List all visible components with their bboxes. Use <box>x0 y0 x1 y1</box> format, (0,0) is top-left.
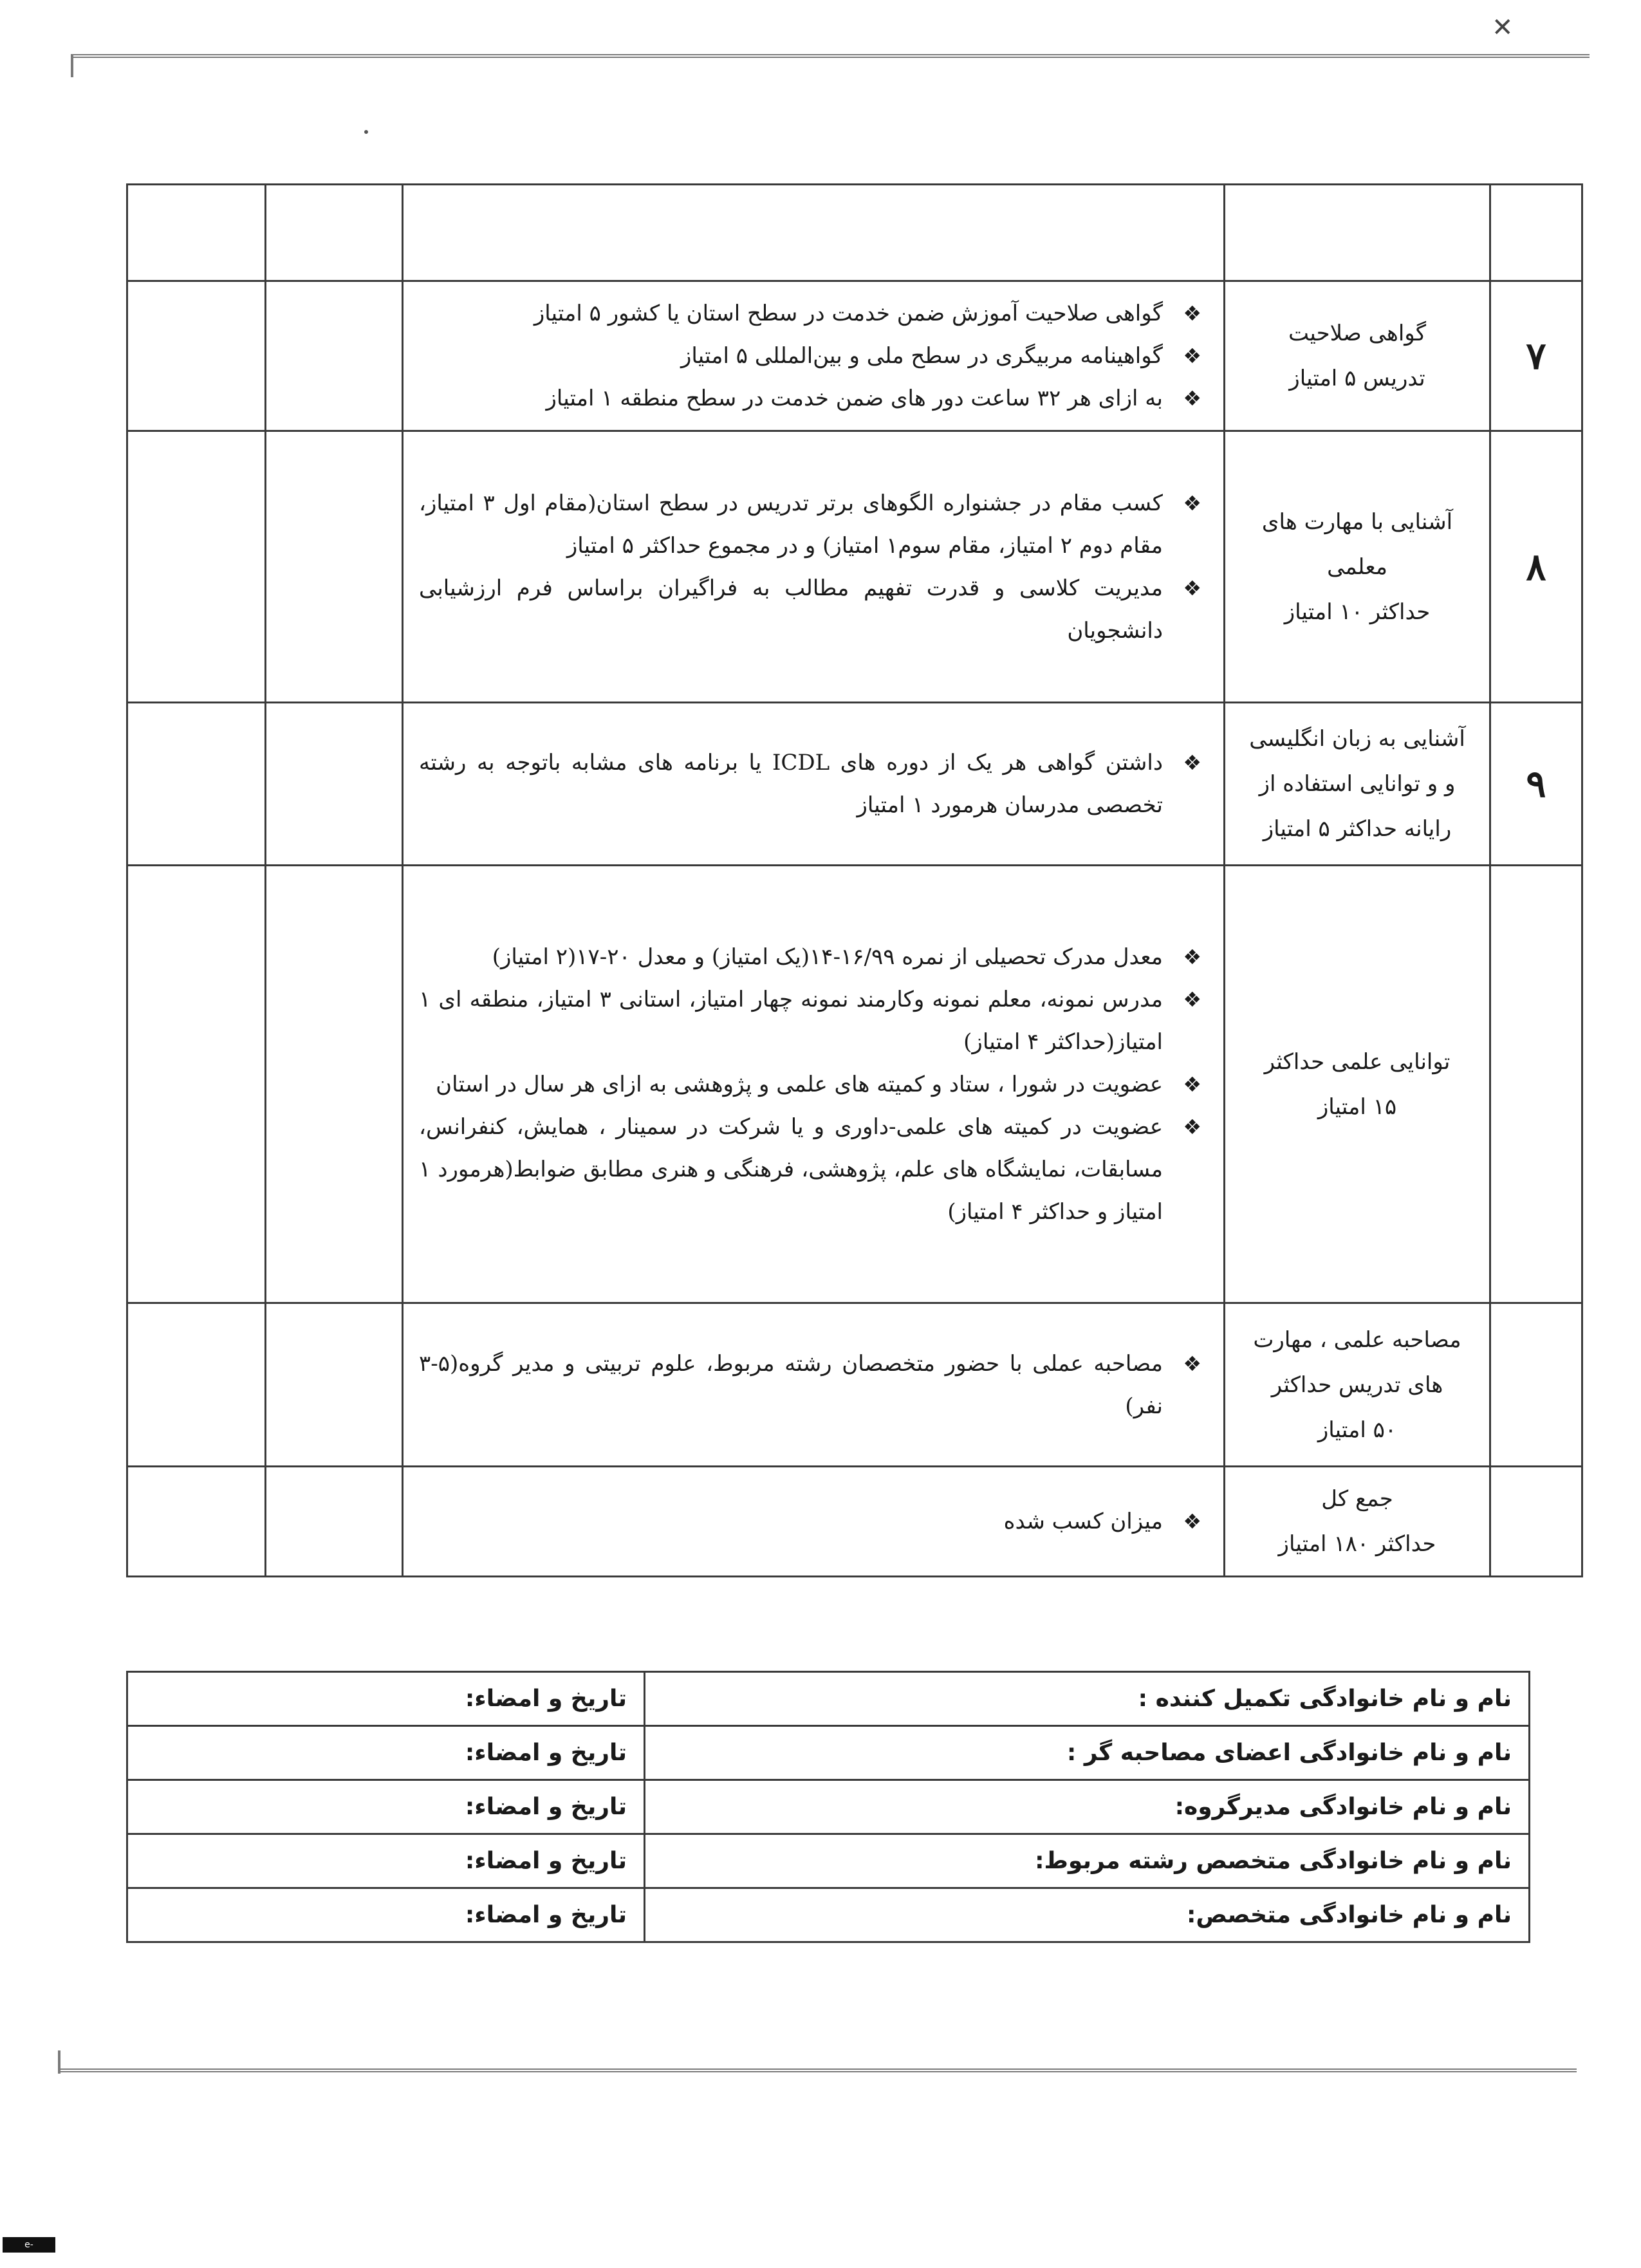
row-number <box>1490 1467 1582 1577</box>
criterion-title <box>1225 281 1490 431</box>
criterion-title-line: آشنایی با مهارت های <box>1261 508 1453 535</box>
criteria-item-text: گواهی صلاحیت آموزش ضمن خدمت در سطح استان یا کشور ۵ امتیاز <box>533 301 1163 326</box>
signature-table <box>126 1671 1530 1943</box>
score-cell[interactable] <box>266 281 403 431</box>
criterion-title-line: تدریس ۵ امتیاز <box>1289 366 1425 391</box>
row-number: ۷ <box>1490 281 1582 431</box>
criteria-item-text: مدرس نمونه، معلم نمونه وکارمند نمونه چهار امتیاز، استانی ۳ امتیاز، منطقه ای ۱ امتیاز(حداکثر ۴ امتیاز) <box>419 986 1163 1055</box>
score-cell[interactable] <box>266 1303 403 1467</box>
criterion-title-line: های تدریس حداکثر <box>1271 1371 1443 1398</box>
criteria-list <box>419 936 1204 1233</box>
criterion-title-line: و و توانایی استفاده از <box>1259 771 1456 797</box>
criteria-item <box>419 335 1204 377</box>
criterion-title-line: ۵۰ امتیاز <box>1317 1417 1397 1443</box>
signature-row <box>127 1726 1530 1780</box>
criteria-item-text: گواهینامه مربیگری در سطح ملی و بین‌المللی ۵ امتیاز <box>680 343 1163 369</box>
corner-mark: ✕ <box>1492 13 1514 42</box>
notes-cell[interactable] <box>127 866 266 1303</box>
score-cell[interactable] <box>266 431 403 703</box>
criterion-title-line: رایانه حداکثر ۵ امتیاز <box>1263 816 1452 842</box>
criteria-list <box>419 482 1204 652</box>
signer-name-field[interactable]: نام و نام خانوادگی اعضای مصاحبه گر : <box>645 1726 1530 1780</box>
row-number <box>1490 866 1582 1303</box>
diamond-bullet-icon: ❖ <box>1183 301 1201 326</box>
date-signature-field[interactable]: تاریخ و امضاء: <box>127 1888 645 1942</box>
score-cell[interactable] <box>266 703 403 866</box>
notes-cell[interactable] <box>127 1303 266 1467</box>
signer-name-field[interactable]: نام و نام خانوادگی متخصص: <box>645 1888 1530 1942</box>
score-cell[interactable] <box>266 185 403 281</box>
date-signature-field[interactable]: تاریخ و امضاء: <box>127 1780 645 1834</box>
criterion-title-line: جمع کل <box>1321 1486 1393 1512</box>
criteria-row <box>127 866 1582 1303</box>
criterion-details <box>403 866 1225 1303</box>
criteria-row <box>127 1303 1582 1467</box>
diamond-bullet-icon: ❖ <box>1183 1509 1201 1534</box>
diamond-bullet-icon: ❖ <box>1183 344 1201 368</box>
row-number <box>1490 1303 1582 1467</box>
date-signature-field[interactable]: تاریخ و امضاء: <box>127 1726 645 1780</box>
diamond-bullet-icon: ❖ <box>1183 1114 1201 1139</box>
signer-name-field[interactable]: نام و نام خانوادگی تکمیل کننده : <box>645 1672 1530 1726</box>
row-number <box>1490 185 1582 281</box>
criterion-title <box>1225 1303 1490 1467</box>
notes-cell[interactable] <box>127 703 266 866</box>
criteria-item-text: معدل مدرک تحصیلی از نمره ۱۶/۹۹-۱۴(یک امتیاز) و معدل ۲۰-۱۷(۲ امتیاز) <box>492 943 1163 970</box>
criterion-title-line: مصاحبه علمی ، مهارت <box>1253 1326 1461 1353</box>
criterion-title <box>1225 431 1490 703</box>
criteria-item-text: به ازای هر ۳۲ ساعت دور های ضمن خدمت در سطح منطقه ۱ امتیاز <box>546 386 1163 411</box>
diamond-bullet-icon: ❖ <box>1183 987 1201 1012</box>
row-number: ۸ <box>1490 431 1582 703</box>
criteria-item <box>419 567 1204 652</box>
criteria-row <box>127 185 1582 281</box>
criteria-item <box>419 1106 1204 1233</box>
criteria-item <box>419 936 1204 978</box>
score-cell[interactable] <box>266 866 403 1303</box>
criterion-title-line: آشنایی به زبان انگلیسی <box>1249 726 1465 752</box>
page-frame-bottom-corner <box>58 2050 60 2074</box>
page-frame-bottom-rule <box>58 2068 1577 2074</box>
notes-cell[interactable] <box>127 281 266 431</box>
criteria-row <box>127 431 1582 703</box>
diamond-bullet-icon: ❖ <box>1183 386 1201 411</box>
criteria-item <box>419 292 1204 335</box>
diamond-bullet-icon: ❖ <box>1183 490 1201 516</box>
criteria-row <box>127 703 1582 866</box>
criterion-title-line: حداکثر ۱۰ امتیاز <box>1284 599 1431 625</box>
notes-cell[interactable] <box>127 1467 266 1577</box>
row-number: ۹ <box>1490 703 1582 866</box>
criterion-details <box>403 1467 1225 1577</box>
criterion-title-line: گواهی صلاحیت <box>1288 321 1427 346</box>
criterion-title-line: ۱۵ امتیاز <box>1317 1093 1397 1120</box>
scan-speck <box>364 130 368 134</box>
signature-row <box>127 1780 1530 1834</box>
criteria-item <box>419 1343 1204 1427</box>
criterion-details <box>403 1303 1225 1467</box>
criterion-details <box>403 431 1225 703</box>
criteria-item-text: مدیریت کلاسی و قدرت تفهیم مطالب به فراگیران براساس فرم ارزشیابی دانشجویان <box>419 575 1163 644</box>
criterion-details <box>403 185 1225 281</box>
criterion-title-line: معلمی <box>1327 553 1387 580</box>
criteria-item <box>419 1500 1204 1543</box>
criterion-title <box>1225 703 1490 866</box>
criteria-list <box>419 1343 1204 1427</box>
footer-stamp: e-tab.sfu.ac.ir <box>3 2237 55 2253</box>
criteria-item-text: عضویت در کمیته های علمی-داوری و یا شرکت در سمینار ، همایش، کنفرانس، مسابقات، نمایشگاه های علم، پژوهشی، فرهنگی و هنری مطابق ضوابط(هرمورد ۱ امتیاز و حداکثر ۴ امتیاز) <box>419 1113 1163 1225</box>
criteria-item-text: داشتن گواهی هر یک از دوره های ICDL یا برنامه های مشابه باتوجه به رشته تخصصی مدرسان هرمورد ۱ امتیاز <box>419 750 1164 818</box>
criterion-title <box>1225 1467 1490 1577</box>
criteria-item <box>419 741 1204 826</box>
criteria-item <box>419 377 1204 420</box>
criteria-item-text: میزان کسب شده <box>1003 1509 1163 1534</box>
signer-name-field[interactable]: نام و نام خانوادگی متخصص رشته مربوط: <box>645 1834 1530 1888</box>
criteria-item <box>419 978 1204 1063</box>
criteria-item-text: کسب مقام در جشنواره الگوهای برتر تدریس در سطح استان(مقام اول ۳ امتیاز، مقام دوم ۲ امتیاز، مقام سوم۱ امتیاز) و در مجموع حداکثر ۵ امتیاز <box>419 490 1163 559</box>
date-signature-field[interactable]: تاریخ و امضاء: <box>127 1672 645 1726</box>
criteria-list <box>419 1500 1204 1543</box>
diamond-bullet-icon: ❖ <box>1183 944 1201 969</box>
criterion-title <box>1225 185 1490 281</box>
criterion-details <box>403 703 1225 866</box>
notes-cell[interactable] <box>127 185 266 281</box>
criteria-item-text: مصاحبه عملی با حضور متخصصان رشته مربوط، علوم تربیتی و مدیر گروه(۵-۳ نفر) <box>419 1350 1163 1419</box>
criteria-item <box>419 482 1204 567</box>
diamond-bullet-icon: ❖ <box>1183 575 1201 600</box>
criterion-details <box>403 281 1225 431</box>
diamond-bullet-icon: ❖ <box>1183 750 1201 775</box>
criteria-item <box>419 1063 1204 1106</box>
diamond-bullet-icon: ❖ <box>1183 1351 1201 1376</box>
criteria-list <box>419 292 1204 420</box>
criteria-item-text: عضویت در شورا ، ستاد و کمیته های علمی و پژوهشی به ازای هر سال در استان <box>436 1071 1163 1097</box>
criterion-title <box>1225 866 1490 1303</box>
score-cell[interactable] <box>266 1467 403 1577</box>
date-signature-field[interactable]: تاریخ و امضاء: <box>127 1834 645 1888</box>
criteria-row <box>127 281 1582 431</box>
signature-row <box>127 1888 1530 1942</box>
diamond-bullet-icon: ❖ <box>1183 1072 1201 1097</box>
criteria-list <box>419 741 1204 826</box>
page-frame-top-rule <box>71 54 1590 59</box>
signature-row <box>127 1834 1530 1888</box>
criterion-title-line: حداکثر ۱۸۰ امتیاز <box>1278 1531 1436 1557</box>
page-frame-top-corner <box>71 54 73 77</box>
notes-cell[interactable] <box>127 431 266 703</box>
criterion-title-line: توانایی علمی حداکثر <box>1264 1048 1451 1075</box>
criteria-row <box>127 1467 1582 1577</box>
evaluation-criteria-table <box>126 183 1583 1577</box>
signer-name-field[interactable]: نام و نام خانوادگی مدیرگروه: <box>645 1780 1530 1834</box>
signature-row <box>127 1672 1530 1726</box>
